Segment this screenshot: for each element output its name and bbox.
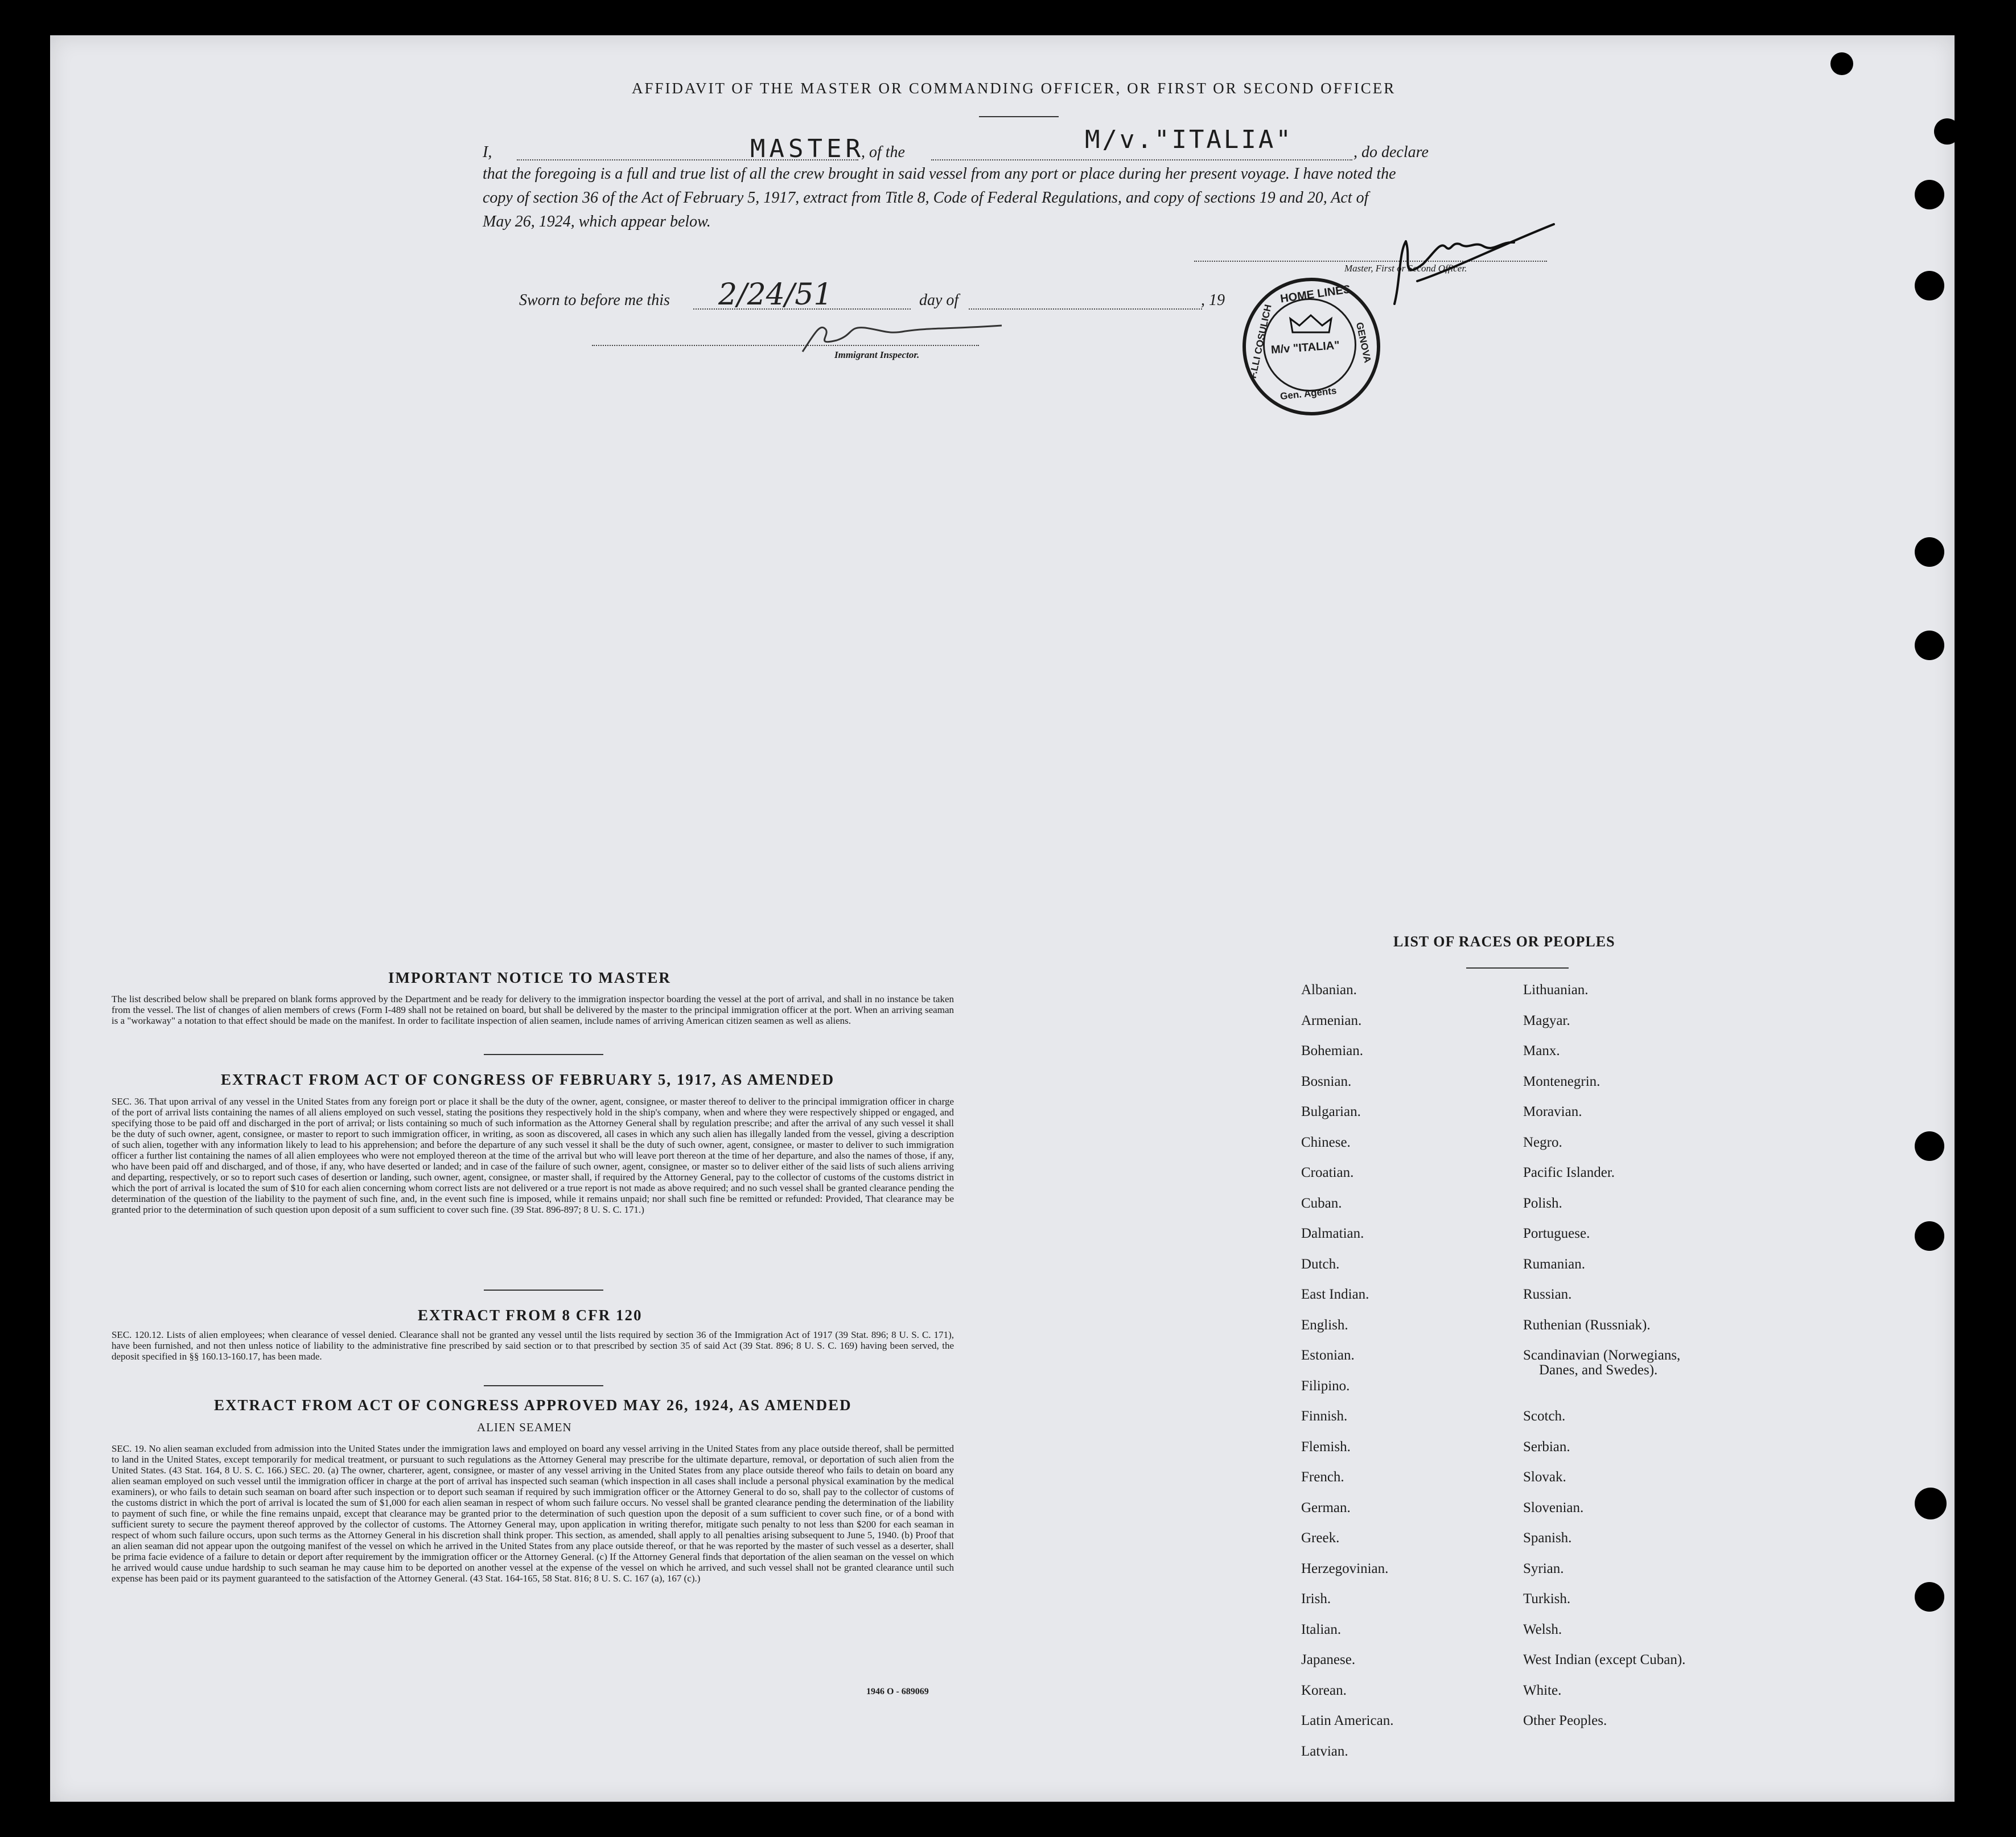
race-item: Magyar. [1523,1012,1570,1028]
race-item: Lithuanian. [1523,982,1589,998]
race-item: Serbian. [1523,1439,1570,1455]
race-item: White. [1523,1682,1562,1698]
race-item: Italian. [1301,1621,1342,1637]
race-item: Bohemian. [1301,1043,1364,1058]
race-item: Korean. [1301,1682,1347,1698]
year-label: , 19 [1201,291,1225,309]
race-item: Cuban. [1301,1195,1342,1211]
race-item: Albanian. [1301,982,1357,998]
race-item: German. [1301,1500,1351,1515]
sworn-label: Sworn to before me this [519,291,670,309]
race-item: Herzegovinian. [1301,1560,1389,1576]
race-item: French. [1301,1469,1344,1485]
stamp-right: GENOVA [1353,321,1373,364]
race-item: Portuguese. [1523,1226,1590,1241]
notice-body: The list described below shall be prepared on blank forms approved by the Department and be ready for delivery to the immigration inspector boarding the vessel at the port of arrival, and shall in no instance be taken from the vessel. The list of changes of alien members of crews (Form I-489 shall not be retained on board, but shall be delivered by the master to the principal immigration officer at the port. When an arriving seaman is a "workaway" a notation to that effect should be made on the manifest. In order to facilitate inspection of alien seamen, include names of arriving American citizen seamen as well as aliens. [112,994,954,1026]
punch-hole [1915,537,1944,567]
stamp-center: M/v "ITALIA" [1270,339,1340,357]
of-the-label: , of the [861,143,905,161]
race-item: Ruthenian (Russniak). [1523,1317,1651,1333]
print-code: 1946 O - 689069 [866,1687,929,1696]
crown-icon [1288,313,1334,336]
divider [979,116,1059,117]
punch-hole [1830,52,1853,75]
company-stamp [1242,278,1380,415]
extract-1924-subtitle: ALIEN SEAMEN [477,1420,572,1434]
sworn-date: 2/24/51 [718,278,833,312]
race-item: Japanese. [1301,1652,1356,1667]
race-item: Finnish. [1301,1408,1348,1424]
race-item: Pacific Islander. [1523,1165,1615,1180]
race-item: East Indian. [1301,1287,1369,1302]
master-name: MASTER [750,134,865,163]
race-item: Moravian. [1523,1104,1582,1119]
race-item: Rumanian. [1523,1256,1586,1272]
race-item: Chinese. [1301,1134,1351,1150]
race-item: Syrian. [1523,1560,1564,1576]
extract-1917-body: SEC. 36. That upon arrival of any vessel in the United States from any foreign port or place it shall be the duty of the owner, agent, consignee, or master thereof to deliver to the principal immigration officer in charge of the port of arrival lists containing the names of all aliens employed on such vessel, stating the positions they respectively hold in the ship's company, when and where they were respectively shipped or engaged, and specifying those to be paid off and discharged in the port of arrival; or lists containing so much of such information as the Attorney General shall by regulation prescribe; and after the arrival of any such vessel it shall be the duty of such owner, agent, consignee, or master to report to such immigration officer, in writing, as soon as discovered, all cases in which any such alien has illegally landed from the vessel, giving a description of such alien, together with any information likely to lead to his apprehension; and before the departure of any such vessel it shall be the duty of such owner, agent, consignee, or master to deliver to such immigration officer a further list containing the names of all alien employees who were not employed thereon at the time of the arrival but who will leave port thereon at the time of her departure, and also the names of those, if any, who have been paid off and discharged, and of those, if any, who have deserted or landed; and in case of the failure of such owner, agent, consignee, or master so to deliver either of the said lists of such aliens arriving and departing, respectively, or so to report such cases of desertion or landing, such owner, agent, consignee, or master shall, if required by the Attorney General, pay to the collector of customs of the customs district in which the port of arrival is located the sum of $10 for each alien concerning whom correct lists are not delivered or a true report is not made as above required; and no such vessel shall be granted clearance pending the determination of the question of the liability to the payment of such fine, and, in the event such fine is imposed, while it remains unpaid; nor shall such fine be remitted or refunded: Provided, That clearance may be granted prior to the determination of such question upon deposit of a sum sufficient to cover such fine. (39 Stat. 896-897; 8 U. S. C. 171.) [112,1096,954,1215]
race-item: Dutch. [1301,1256,1340,1272]
blank-line [931,159,1352,160]
race-item: Bulgarian. [1301,1104,1361,1119]
race-item: Irish. [1301,1591,1331,1607]
notice-title: IMPORTANT NOTICE TO MASTER [388,969,671,986]
race-item: Turkish. [1523,1591,1571,1607]
divider [484,1385,603,1386]
extract-1924-body: SEC. 19. No alien seaman excluded from admission into the United States under the immigration laws and employed on board any vessel arriving in the United States from any place outside thereof, shall be permitted to land in the United States, except temporarily for medical treatment, or pursuant to such regulations as the Attorney General may prescribe for the ultimate departure, removal, or deportation of such alien from the United States. (43 Stat. 164, 8 U. S. C. 166.) SEC. 20. (a) The owner, charterer, agent, consignee, or master of any vessel arriving in the United States from any place outside thereof who fails to detain on board any alien seaman employed on such vessel until the immigration officer in charge at the port of arrival has inspected such seaman (which inspection in all cases shall include a personal physical examination by the medical examiners), or who fails to detain such seaman on board after such inspection or to deport such seaman if required by such immigration officer or the Attorney General to do so, shall pay to the collector of customs of the customs district in which the port of arrival is located the sum of $1,000 for each alien seaman in respect of whom such failure occurs. No vessel shall be granted clearance pending the determination of the liability to payment of such fine, or while the fine remains unpaid, except that clearance may be granted prior to the determination of such question upon the deposit of a sum sufficient to cover such fine, or of a bond with sufficient surety to secure the payment thereof approved by the collector of customs. The Attorney General may, upon application in writing therefor, mitigate such penalty to not less than $200 for each seaman in respect of whom such failure occurs, upon such terms as the Attorney General in his discretion shall think proper. This section, as amended, shall apply to all penalties arising subsequent to June 5, 1940. (b) Proof that an alien seaman did not appear upon the outgoing manifest of the vessel on which he arrived in the United States from any place outside thereof, or that he was reported by the master of such vessel as a deserter, shall be prima facie evidence of a failure to detain or deport after requirement by the immigration officer or the Attorney General. (c) If the Attorney General finds that deportation of the alien seaman on the vessel on which he arrived would cause undue hardship to such seaman he may cause him to be deported on another vessel at the expense of the vessel on which he arrived, and such vessel shall not be granted clearance until such expense has been paid or its payment guaranteed to the satisfaction of the Attorney General. (43 Stat. 164-165, 58 Stat. 816; 8 U. S. C. 167 (a), 167 (c).) [112,1443,954,1584]
race-item: Latin American. [1301,1713,1394,1728]
blank-line [517,159,858,160]
race-item: Scotch. [1523,1408,1566,1424]
race-item: Other Peoples. [1523,1713,1607,1728]
race-item: Armenian. [1301,1012,1362,1028]
punch-hole [1934,118,1960,145]
races-title: LIST OF RACES OR PEOPLES [1393,933,1615,950]
punch-hole [1915,180,1944,209]
race-item: Slovak. [1523,1469,1566,1485]
race-item: Flemish. [1301,1439,1351,1455]
race-item: Estonian. [1301,1348,1355,1363]
race-item: Danes, and Swedes). [1539,1362,1658,1378]
stamp-top: HOME LINES [1279,283,1352,306]
inspector-caption: Immigrant Inspector. [834,349,920,360]
race-item: Russian. [1523,1287,1572,1302]
extract-cfr-body: SEC. 120.12. Lists of alien employees; when clearance of vessel denied. Clearance shall not be granted any vessel until the lists required by section 36 of the Immigration Act of 1917 (39 Stat. 896; 8 U. S. C. 171), have been furnished, and not then unless notice of liability to the administrative fine prescribed by said section or to that prescribed by section 35 of said Act (39 Stat. 896; 8 U. S. C. 169) having been served, the deposit specified in §§ 160.13-160.17, has been made. [112,1329,954,1362]
divider [1466,967,1569,969]
stamp-left: F.LLI COSULICH [1247,303,1274,380]
declaration-line-3: copy of section 36 of the Act of February 5, 1917, extract from Title 8, Code of Federal Regulations, and copy of sections 19 and 20, Act of [483,189,1369,207]
declaration-line-2: that the foregoing is a full and true list of all the crew brought in said vessel from any port or place during her present voyage. I have noted the [483,165,1396,183]
race-item: Polish. [1523,1195,1562,1211]
race-item: West Indian (except Cuban). [1523,1652,1686,1667]
vessel-name: M/v."ITALIA" [1085,125,1293,154]
divider [484,1054,603,1055]
punch-hole [1915,1488,1947,1519]
affidavit-title: AFFIDAVIT OF THE MASTER OR COMMANDING OFFICER, OR FIRST OR SECOND OFFICER [632,80,1396,97]
race-item: Scandinavian (Norwegians, [1523,1348,1681,1363]
do-declare-label: , do declare [1353,143,1429,161]
i-label: I, [483,143,492,161]
race-item: Montenegrin. [1523,1073,1601,1089]
race-item: Bosnian. [1301,1073,1352,1089]
officer-caption: Master, First or Second Officer. [1344,263,1467,274]
extract-1924-title: EXTRACT FROM ACT OF CONGRESS APPROVED MAY 26, 1924, AS AMENDED [214,1397,852,1414]
race-item: Negro. [1523,1134,1562,1150]
race-item: Greek. [1301,1530,1340,1546]
punch-hole [1915,1131,1944,1161]
day-of-label: day of [919,291,959,309]
race-item: Croatian. [1301,1165,1354,1180]
punch-hole [1915,1582,1944,1612]
extract-1917-title: EXTRACT FROM ACT OF CONGRESS OF FEBRUARY 5, 1917, AS AMENDED [221,1071,835,1088]
declaration-line-4: May 26, 1924, which appear below. [483,213,711,230]
race-item: Spanish. [1523,1530,1572,1546]
master-signature [1383,219,1560,315]
race-item: Manx. [1523,1043,1560,1058]
punch-hole [1915,1221,1944,1251]
divider [484,1290,603,1291]
blank-line [969,308,1202,310]
race-item: English. [1301,1317,1348,1333]
extract-cfr-title: EXTRACT FROM 8 CFR 120 [418,1307,643,1324]
stamp-bottom: Gen. Agents [1279,385,1338,402]
race-item: Filipino. [1301,1378,1350,1394]
race-item: Dalmatian. [1301,1226,1364,1241]
punch-hole [1915,271,1944,300]
punch-hole [1915,631,1944,660]
race-item: Slovenian. [1523,1500,1584,1515]
race-item: Welsh. [1523,1621,1562,1637]
race-item: Latvian. [1301,1743,1348,1759]
